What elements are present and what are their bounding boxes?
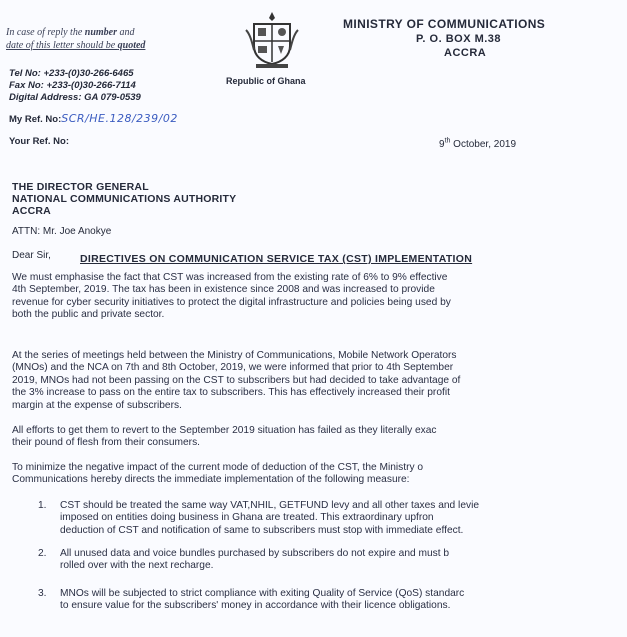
attention-line: ATTN: Mr. Joe Anokye bbox=[12, 226, 112, 237]
paragraph-meetings: At the series of meetings held between the Ministry of Communications, Mobile Network Operators (MNOs) and the NCA on 7th and 8th October, 2019, we were informed that prior to 4th September 2019, MNOs had not been passing on the CST to subscribers but had decided to take advantage of the 3% increase to pass on the entire tax to subscribers. This has effectively increased their profit margin at the expense of subscribers. bbox=[12, 350, 461, 411]
letter-page: In case of reply the number and date of this letter should be quoted Tel No: +233-(0)30-266-6465 Fax No: +233-(0)30-266-7114 Digital Address: GA 079-0539 My Ref. No:SCR/HE.128/239/02 Your Ref. No: Republic of Ghana MINISTRY OF COMMUNICATIONS P. O. BOX M.38 ACCRA 9th October, 2019 THE DIRECTOR GENERAL NATIONAL COMMUNICATIONS AUTHORITY ACCRA ATTN: Mr. Joe Anokye Dear Sir, DIRECTIVES ON COMMUNICATION SERVICE TAX (CST) IMPLEMENTATION We must emphasise the fact that CST was increased from the existing rate of 6% to 9% effective 4th September, 2019. The tax has been in existence since 2008 and was increased to provide revenue for cyber security initiatives to protect the digital infrastructure and policies being used by both the public and private sector. At the series of meetings held between the Ministry of Communications, Mobile Network Operators (MNOs) and the NCA on 7th and 8th October, 2019, we were informed that prior to 4th September 2019, MNOs had not been passing on the CST to subscribers but had decided to take advantage of the 3% increase to pass on the entire tax to subscribers. This has effectively increased their profit margin at the expense of subscribers. All efforts to get them to revert to the September 2019 situation has failed as they literally exac their pound of flesh from their consumers. To minimize the negative impact of the current mode of deduction of the CST, the Ministry o Communications hereby directs the immediate implementation of the following measure: 1. CST should be treated the same way VAT,NHIL, GETFUND levy and all other taxes and levie imposed on entities doing business in Ghana are treated. This extraordinary upfron deduction of CST and notification of same to subscribers must stop with immediate effect. 2. All unused data and voice bundles purchased by subscribers do not expire and must b rolled over with the next recharge. 3. MNOs will be subjected to strict compliance with exiting Quality of Service (QoS) standarc to ensure value for the subscribers' money in accordance with their licence obligations. bbox=[0, 0, 627, 637]
your-ref: Your Ref. No: bbox=[9, 136, 69, 147]
digital-address: Digital Address: GA 079-0539 bbox=[9, 92, 141, 103]
ministry-box: P. O. BOX M.38 bbox=[416, 33, 502, 45]
letter-date: 9th October, 2019 bbox=[439, 137, 517, 150]
fax: Fax No: +233-(0)30-266-7114 bbox=[9, 80, 136, 91]
my-ref-handwritten: SCR/HE.128/239/02 bbox=[61, 112, 178, 125]
my-ref: My Ref. No:SCR/HE.128/239/02 bbox=[9, 112, 178, 125]
reply-note-line1: In case of reply the number and bbox=[6, 27, 135, 38]
reply-note-line2: date of this letter should be quoted bbox=[6, 40, 146, 51]
letter-subject: DIRECTIVES ON COMMUNICATION SERVICE TAX (CST) IMPLEMENTATION bbox=[80, 253, 473, 265]
paragraph-cst-increase: We must emphasise the fact that CST was increased from the existing rate of 6% to 9% effective 4th September, 2019. The tax has been in existence since 2008 and was increased to provide revenue for cyber security initiatives to protect the digital infrastructure and policies being used by both the public and private sector. bbox=[12, 272, 451, 321]
ghana-coat-of-arms-icon bbox=[244, 10, 300, 70]
addressee-line1: THE DIRECTOR GENERAL bbox=[12, 181, 149, 193]
ministry-name: MINISTRY OF COMMUNICATIONS bbox=[343, 17, 546, 31]
telephone: Tel No: +233-(0)30-266-6465 bbox=[9, 68, 134, 79]
ministry-city: ACCRA bbox=[444, 47, 487, 59]
crest-caption: Republic of Ghana bbox=[226, 76, 306, 86]
salutation: Dear Sir, bbox=[12, 250, 51, 261]
addressee-line2: NATIONAL COMMUNICATIONS AUTHORITY bbox=[12, 193, 237, 205]
paragraph-directive: To minimize the negative impact of the current mode of deduction of the CST, the Ministry o Communications hereby directs the immediate implementation of the following measure: bbox=[12, 462, 424, 486]
addressee-line3: ACCRA bbox=[12, 205, 51, 217]
paragraph-efforts: All efforts to get them to revert to the September 2019 situation has failed as they literally exac their pound of flesh from their consumers. bbox=[12, 425, 437, 449]
